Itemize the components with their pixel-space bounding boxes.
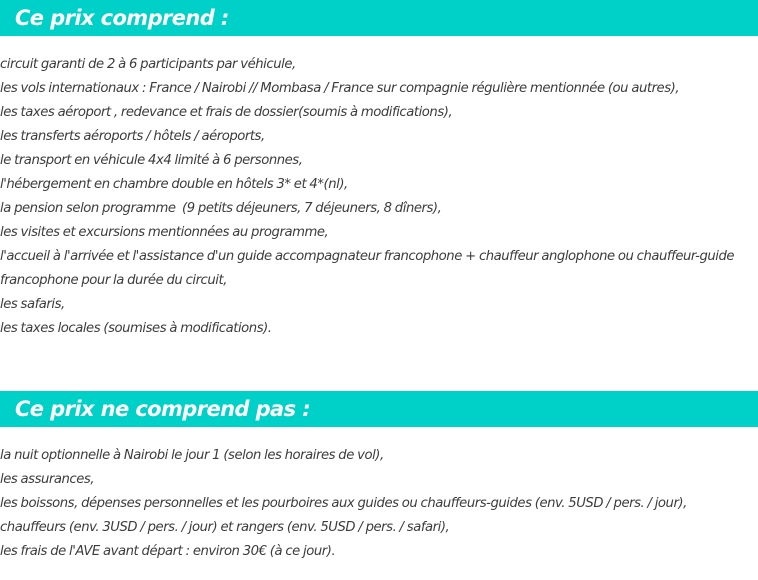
- list-item: l'accueil à l'arrivée et l'assistance d'un guide accompagnateur francophone + chauffeur anglophone ou chauffeur-guide francophone pour la durée du circuit,: [0, 249, 735, 288]
- list-item: le transport en véhicule 4x4 limité à 6 personnes,: [0, 153, 303, 168]
- included-list: [0, 53, 758, 341]
- included-section-header: [0, 0, 758, 36]
- list-item: chauffeurs (env. 3USD / pers. / jour) et rangers (env. 5USD / pers. / safari),: [0, 520, 450, 535]
- list-item: les vols internationaux : France / Nairobi // Mombasa / France sur compagnie régulière mentionnée (ou autres),: [0, 81, 680, 96]
- list-item: les taxes locales (soumises à modifications).: [0, 321, 272, 336]
- excluded-list: [0, 444, 758, 564]
- excluded-title: Ce prix ne comprend pas :: [15, 397, 311, 421]
- list-item: la nuit optionnelle à Nairobi le jour 1 (selon les horaires de vol),: [0, 448, 384, 463]
- list-item: les visites et excursions mentionnées au programme,: [0, 225, 329, 240]
- list-item: les taxes aéroport , redevance et frais de dossier(soumis à modifications),: [0, 105, 453, 120]
- list-item: les transferts aéroports / hôtels / aéroports,: [0, 129, 265, 144]
- included-title: Ce prix comprend :: [15, 6, 229, 30]
- list-item: circuit garanti de 2 à 6 participants par véhicule,: [0, 57, 296, 72]
- list-item: la pension selon programme (9 petits déjeuners, 7 déjeuners, 8 dîners),: [0, 201, 442, 216]
- excluded-section-header: [0, 391, 758, 427]
- list-item: les safaris,: [0, 297, 65, 312]
- list-item: l'hébergement en chambre double en hôtels 3* et 4*(nl),: [0, 177, 348, 192]
- list-item: les frais de l'AVE avant départ : environ 30€ (à ce jour).: [0, 544, 336, 559]
- list-item: les boissons, dépenses personnelles et les pourboires aux guides ou chauffeurs-guides (env. 5USD / pers. / jour),: [0, 496, 687, 511]
- list-item: les assurances,: [0, 472, 95, 487]
